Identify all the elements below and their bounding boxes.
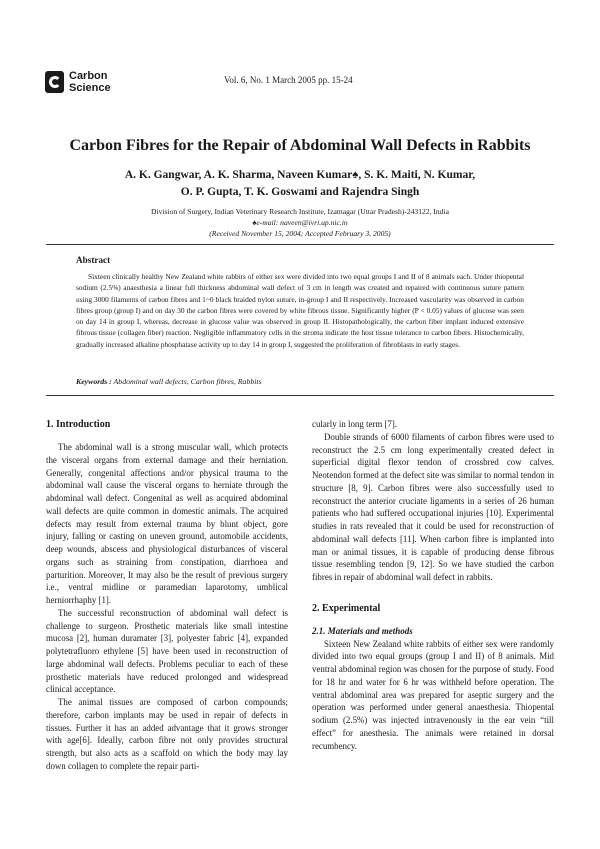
author-list [90, 167, 510, 201]
abstract-box [46, 244, 554, 396]
intro-paragraph-4: Double strands of 6000 filaments of carbon fibres were used to reconstruct the 2.5 cm long experimentally created defect in superficial digital flexor tendon of crossbred cow calves. Neotendon formed at the defect site was similar to normal tendon in structure [8, 9]. Carbon fibres were also successfully used to reconstruct the anterior cruciate ligaments in a series of 26 human patients who had suffered occupational injuries [10]. Experimental studies in rats revealed that it could be used for reconstruction of abdominal wall defects [11]. When carbon fibre is implanted into man or animal tissues, it is capable of producing dense fibrous tissue resembling tendon [9, 12]. So we have studied the carbon fibres in repair of abdominal wall defect in rabbits. [312, 431, 554, 582]
introduction-heading: 1. Introduction [46, 419, 111, 430]
abstract-heading: Abstract [76, 255, 111, 265]
experimental-heading: 2. Experimental [312, 602, 381, 614]
citation: Vol. 6, No. 1 March 2005 pp. 15-24 [224, 75, 353, 85]
journal-name [69, 70, 111, 94]
materials-methods-heading: 2.1. Materials and methods [312, 625, 413, 636]
journal-logo [45, 70, 111, 94]
right-column [312, 418, 554, 752]
paper-title: Carbon Fibres for the Repair of Abdominal Wall Defects in Rabbits [69, 137, 531, 154]
intro-continued: cularly in long term [7]. [312, 419, 398, 429]
keywords-list: Abdominal wall defects, Carbon fibres, Rabbits [111, 377, 262, 386]
journal-name-line2: Science [69, 82, 111, 94]
intro-paragraph-1: The abdominal wall is a strong muscular wall, which protects the visceral organs from external damage and their herniation. Generally, congenital affections and/or physical trauma to the abdominal wall cause the visceral organs to herniate through the abdominal wall defect. Congenital as well as acquired abdominal wall defects are quite common in domestic animals. The acquired defects may result from external trauma by blunt object, gore injury, falling or casting on uneven ground, automobile accidents, deep wounds, abscess and physiological disturbances of visceral organs such as straining from constipation, diarrhoea and parturition. Moreover, It may also be the result of previous surgery i.e., ventral midline or paramedian laparotomy, umblical herniorrhaphy [1]. [46, 442, 288, 605]
intro-paragraph-3: The animal tissues are composed of carbon compounds; therefore, carbon implants may be used in repair of defects in tissues. Further it has an added advantage that it grows stronger with age[6]. Ideally, carbon fibre not only provides structural strength, but also acts as a scaffold on which the body may lay down collagen to complete the repair parti- [46, 697, 288, 771]
abstract-text: Sixteen clinically healthy New Zealand white rabbits of either sex were divided into two equal groups I and II of 8 animals each. Under thiopental sodium (2.5%) anaesthesia a linear full thickness abdominal wall defect of 3 cm in length was created and repaired with continuous suture pattern using 3000 filaments of carbon fibres and 1~0 black braided nylon suture, in-group I and II respectively. Increased vascularity was observed in carbon fibres group (group I) and on day 30 the carbon fibres were covered by white fibrous tissue. Significantly higher (P < 0.05) values of glucose was seen on day 14 in group I, whereas, decrease in glucose value was observed in group II. Histopathologically, the carbon fiber implant induced extensive fibrous tissue (collagen fiber) reaction. Negligible inflammatory cells in the stroma indicate the host tissue tolerance to carbon fibers. Histochemically, gradually increased alkaline phosphatase activity up to day 14 in group I, suggested the proliferation of fibroblasts in early stages. [76, 272, 524, 349]
affiliation-email: ♠e-mail: naveen@ivri.up.nic.in [252, 218, 348, 227]
carbon-science-logo-icon [45, 71, 64, 93]
intro-paragraph-2: The successful reconstruction of abdominal wall defect is challenge to surgeon. Prosthetic materials like small intestine mucosa [2], human duramater [3], polyester fabric [4], expanded polytetrafluoro ethylene [5] have been used in reconstruction of large abdominal wall defects. Problems peculiar to each of these prosthetic materials have reduced prolonged and widespread clinical acceptance. [46, 607, 288, 695]
affiliation-address: Division of Surgery, Indian Veterinary Research Institute, Izatnagar (Uttar Pradesh)-243122, India [150, 207, 450, 216]
materials-paragraph-1: Sixteen New Zealand white rabbits of either sex were randomly divided into two equal groups (group I and II) of 8 animals. Mid ventral abdominal region was chosen for the purpose of study. Food for 18 hr and water for 6 hr was withheld before operation. The ventral abdominal area was prepared for aseptic surgery and the operation was performed under general anaesthesia. Thiopental sodium (2.5%) was injected intravenously in the ear vein “till effect” for anesthesia. The animals were retained in dorsal recumbency. [312, 638, 554, 751]
keywords-label: Keywords : [76, 377, 112, 386]
journal-name-line1: Carbon [69, 70, 108, 82]
received-dates: (Received November 15, 2004; Accepted February 3, 2005) [209, 229, 391, 238]
authors-line2: O. P. Gupta, T. K. Goswami and Rajendra Singh [180, 186, 420, 198]
keywords [76, 377, 262, 386]
affiliation [90, 206, 510, 239]
left-column [46, 418, 288, 773]
authors-line1: A. K. Gangwar, A. K. Sharma, Naveen Kumar♠, S. K. Maiti, N. Kumar, [124, 169, 476, 181]
